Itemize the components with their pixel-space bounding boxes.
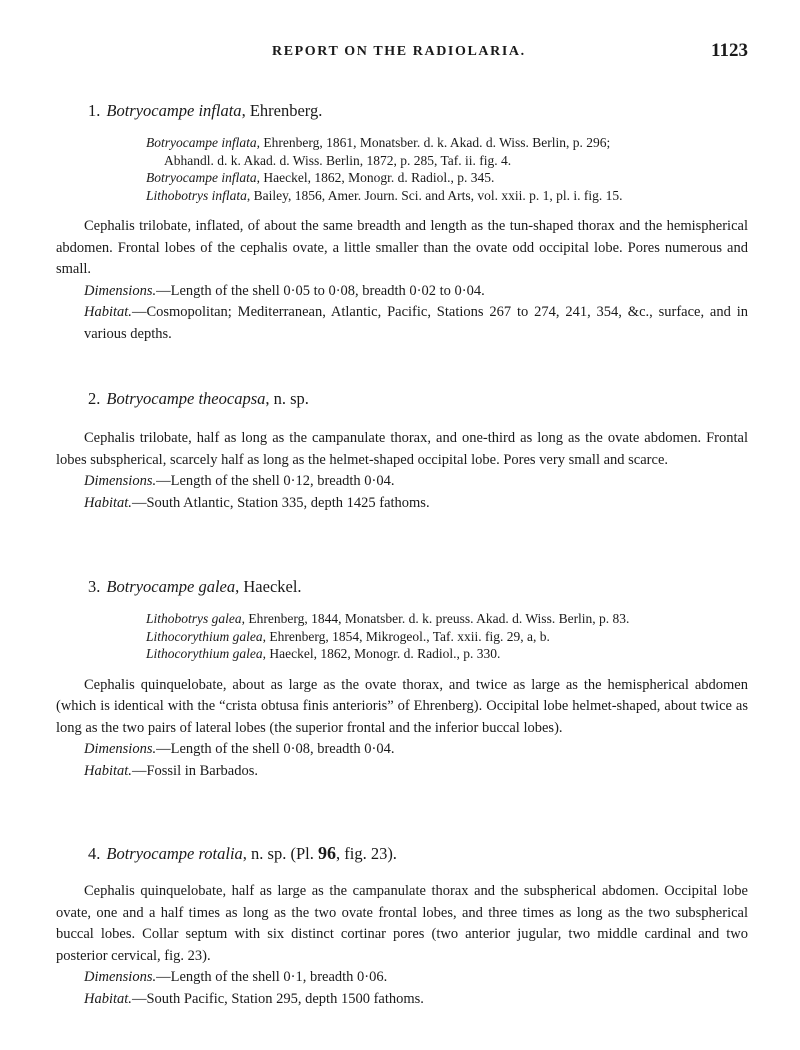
habitat-line	[84, 989, 748, 1011]
dimensions-label: Dimensions.	[84, 741, 157, 757]
synonymy-entry	[146, 169, 748, 187]
habitat-line	[56, 302, 748, 345]
synonym-ref: , Ehrenberg, 1861, Monatsber. d. k. Akad. d. Wiss. Berlin, p. 296;	[256, 135, 611, 150]
synonym-continuation: Abhandl. d. k. Akad. d. Wiss. Berlin, 1872, p. 285, Taf. ii. fig. 4.	[164, 152, 512, 168]
habitat-line	[84, 761, 748, 783]
species-number: 4.	[88, 844, 101, 863]
dimensions-text: —Length of the shell 0·05 to 0·08, breadth 0·02 to 0·04.	[156, 282, 485, 299]
synonym-name: Lithocorythium galea	[146, 646, 263, 661]
species-name: Botryocampe theocapsa	[106, 389, 266, 408]
habitat-text: —Cosmopolitan; Mediterranean, Atlantic, Pacific, Stations 267 to 274, 241, 354, &c., surface, and in various depths.	[84, 304, 748, 342]
species-heading	[88, 388, 748, 410]
habitat-label: Habitat.	[84, 762, 132, 779]
synonym-ref: , Bailey, 1856, Amer. Journ. Sci. and Arts, vol. xxii. p. 1, pl. i. fig. 15.	[246, 187, 623, 203]
synonym-name: Botryocampe inflata	[146, 170, 257, 185]
species-heading	[88, 842, 748, 865]
species-name: Botryocampe galea	[106, 577, 236, 596]
species-number: 3.	[88, 577, 101, 596]
habitat-line	[84, 493, 748, 515]
synonym-ref: , Ehrenberg, 1844, Monatsber. d. k. preuss. Akad. d. Wiss. Berlin, p. 83.	[241, 611, 630, 626]
synonym-ref: , Haeckel, 1862, Monogr. d. Radiol., p. 345.	[256, 170, 495, 185]
species-entry	[56, 388, 748, 514]
species-name: Botryocampe rotalia	[106, 844, 243, 863]
species-authority: , Ehrenberg.	[241, 101, 323, 120]
habitat-label: Habitat.	[84, 494, 132, 511]
species-authority: , n. sp. (Pl.	[242, 844, 318, 863]
species-name: Botryocampe inflata	[106, 101, 242, 120]
species-entry	[56, 100, 748, 345]
running-title: REPORT ON THE RADIOLARIA.	[272, 44, 526, 59]
synonym-name: Lithocorythium galea	[146, 628, 263, 644]
dimensions-line	[84, 281, 748, 303]
species-heading	[88, 576, 748, 598]
dimensions-label: Dimensions.	[84, 969, 157, 985]
synonymy-entry	[146, 610, 748, 628]
synonym-name: Botryocampe inflata	[146, 135, 257, 150]
synonym-ref: , Haeckel, 1862, Monogr. d. Radiol., p. 330.	[262, 646, 501, 661]
habitat-text: —Fossil in Barbados.	[131, 762, 259, 779]
species-description: Cephalis trilobate, half as long as the campanulate thorax, and one-third as long as the ovate abdomen. Frontal lobes subspherical, scarcely half as long as the helmet-shaped occipital lobe. Pores very small and scarce.	[56, 430, 748, 468]
species-heading	[88, 100, 748, 122]
dimensions-text: —Length of the shell 0·08, breadth 0·04.	[156, 741, 395, 757]
species-authority: , Haeckel.	[235, 577, 302, 596]
dimensions-label: Dimensions.	[84, 282, 157, 299]
synonym-name: Lithobotrys galea	[146, 611, 242, 626]
habitat-label: Habitat.	[84, 990, 132, 1007]
synonymy-entry	[146, 628, 748, 646]
plate-number: 96	[317, 843, 336, 863]
dimensions-line	[84, 967, 748, 989]
synonymy-list	[146, 134, 748, 204]
species-number: 2.	[88, 389, 101, 408]
synonym-ref: , Ehrenberg, 1854, Mikrogeol., Taf. xxii. fig. 29, a, b.	[262, 628, 550, 644]
dimensions-line	[84, 471, 748, 493]
species-authority-end: , fig. 23).	[335, 844, 397, 863]
dimensions-line	[84, 739, 748, 761]
species-number: 1.	[88, 101, 101, 120]
synonymy-entry	[146, 187, 748, 205]
species-authority: , n. sp.	[265, 389, 309, 408]
species-entry	[56, 842, 748, 1010]
habitat-label: Habitat.	[84, 304, 132, 320]
synonym-name: Lithobotrys inflata	[146, 187, 247, 203]
species-description: Cephalis quinquelobate, about as large as the ovate thorax, and twice as large as the hemispherical abdomen (which is identical with the “crista obtusa finis anterioris” of Ehrenberg). Occipital lobe helmet-shaped, about twice as long as the two pairs of lateral lobes (the superior frontal and the inferior buccal lobes).	[56, 676, 748, 736]
page-number: 1123	[711, 40, 748, 61]
species-description: Cephalis trilobate, inflated, of about the same breadth and length as the tun-shaped thorax and the hemispherical abdomen. Frontal lobes of the cephalis ovate, a little smaller than the ovate odd occipital lobe. Pores numerous and small.	[56, 218, 748, 277]
dimensions-text: —Length of the shell 0·1, breadth 0·06.	[156, 969, 388, 985]
habitat-text: —South Atlantic, Station 335, depth 1425 fathoms.	[131, 494, 430, 511]
synonymy-list	[146, 610, 748, 663]
dimensions-label: Dimensions.	[84, 473, 157, 489]
species-description: Cephalis quinquelobate, half as large as the campanulate thorax and the subspherical abdomen. Occipital lobe ovate, one and a half times as long as the two ovate frontal lobes, and three times as long as the two subspherical buccal lobes. Collar septum with six distinct cortinar pores (two anterior jugular, two middle cardinal and two posterior cervical, fig. 23).	[56, 883, 748, 964]
species-entry	[56, 576, 748, 782]
synonymy-entry	[146, 134, 748, 169]
dimensions-text: —Length of the shell 0·12, breadth 0·04.	[156, 473, 395, 489]
habitat-text: —South Pacific, Station 295, depth 1500 fathoms.	[131, 990, 424, 1007]
synonymy-entry	[146, 645, 748, 663]
